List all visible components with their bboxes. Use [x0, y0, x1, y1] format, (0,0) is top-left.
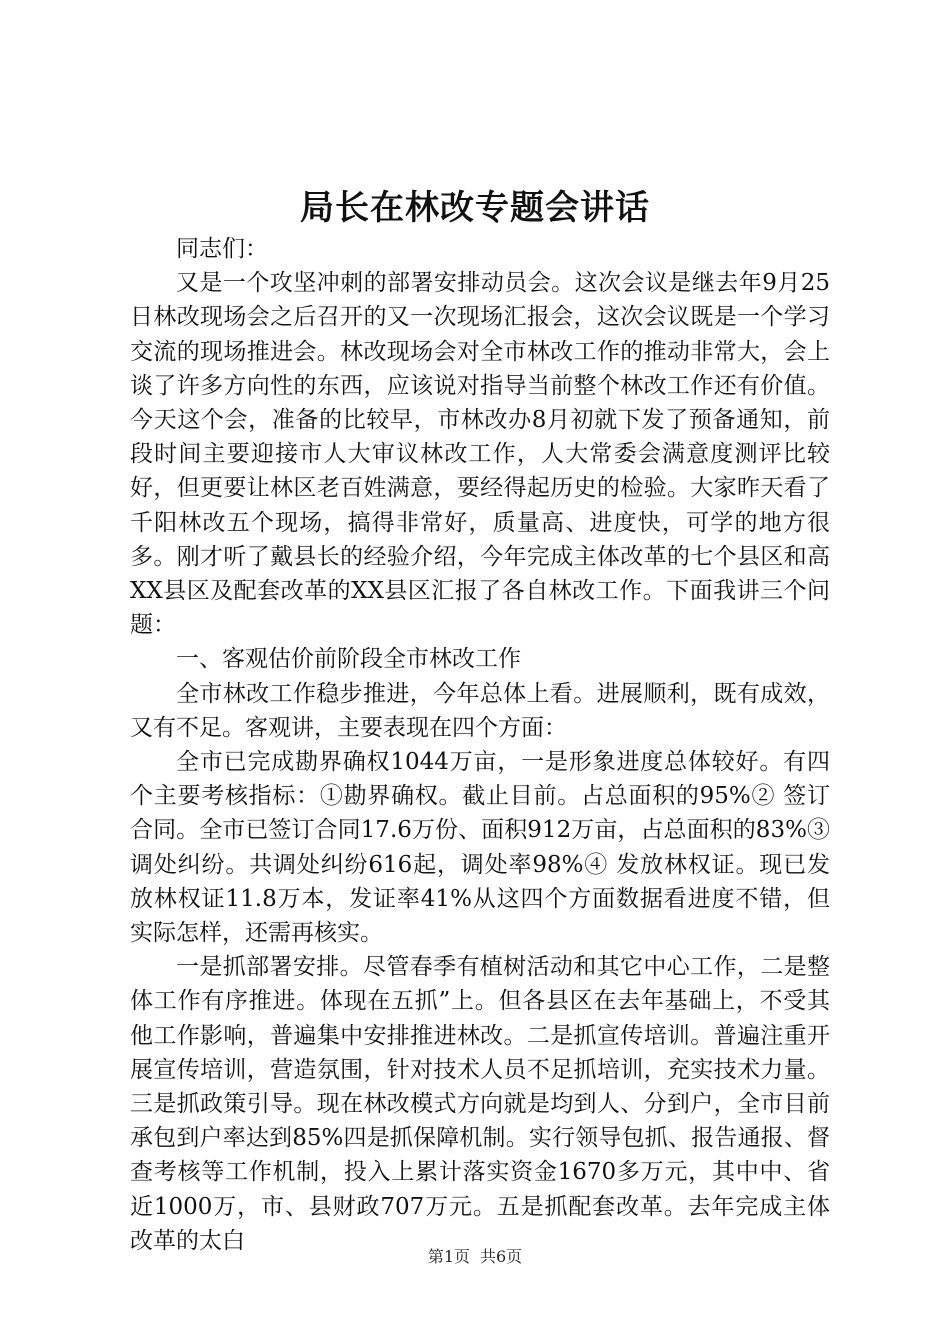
- body-paragraph: 全市已完成勘界确权1044万亩，一是形象进度总体较好。有四个主要考核指标：①勘界确权。截止目前。占总面积的95%② 签订合同。全市已签订合同17.6万份、面积912万亩，占总面积的83%③ 调处纠纷。共调处纠纷616起，调处率98%④ 发放林权证。现已发放林权证11.8万本，发证率41%从这四个方面数据看进度不错，但实际怎样，还需再核实。: [130, 749, 830, 947]
- page-number-current: 第1页: [427, 1247, 470, 1266]
- page-number-total: 共6页: [480, 1247, 523, 1266]
- document-body: [130, 232, 830, 1258]
- document-title: 局长在林改专题会讲话: [300, 188, 650, 228]
- body-paragraph: 全市林改工作稳步推进，今年总体上看。进展顺利，既有成效，又有不足。客观讲，主要表现在四个方面：: [130, 680, 830, 741]
- body-paragraph: 一是抓部署安排。尽管春季有植树活动和其它中心工作，二是整体工作有序推进。体现在五抓”上。但各县区在去年基础上，不受其他工作影响，普遍集中安排推进林改。二是抓宣传培训。普遍注重开展宣传培训，营造氛围，针对技术人员不足抓培训，充实技术力量。三是抓政策引导。现在林改模式方向就是均到人、分到户，全市目前承包到户率达到85%四是抓保障机制。实行领导包抓、报告通报、督查考核等工作机制，投入上累计落实资金1670多万元，其中中、省近1000万，市、县财政707万元。五是抓配套改革。去年完成主体改革的太白: [130, 954, 830, 1254]
- salutation: 同志们：: [176, 236, 268, 262]
- page-footer: [0, 1246, 950, 1268]
- body-paragraph: 又是一个攻坚冲刺的部署安排动员会。这次会议是继去年9月25日林改现场会之后召开的又一次现场汇报会，这次会议既是一个学习交流的现场推进会。林改现场会对全市林改工作的推动非常大，会上谈了许多方向性的东西，应该说对指导当前整个林改工作还有价值。今天这个会，准备的比较早，市林改办8月初就下发了预备通知，前段时间主要迎接市人大审议林改工作，人大常委会满意度测评比较好，但更要让林区老百姓满意，要经得起历史的检验。大家昨天看了千阳林改五个现场，搞得非常好，质量高、进度快，可学的地方很多。刚才听了戴县长的经验介绍，今年完成主体改革的七个县区和高XX县区及配套改革的XX县区汇报了各自林改工作。下面我讲三个问题：: [130, 270, 830, 639]
- section-heading: 一、客观估价前阶段全市林改工作: [176, 646, 521, 673]
